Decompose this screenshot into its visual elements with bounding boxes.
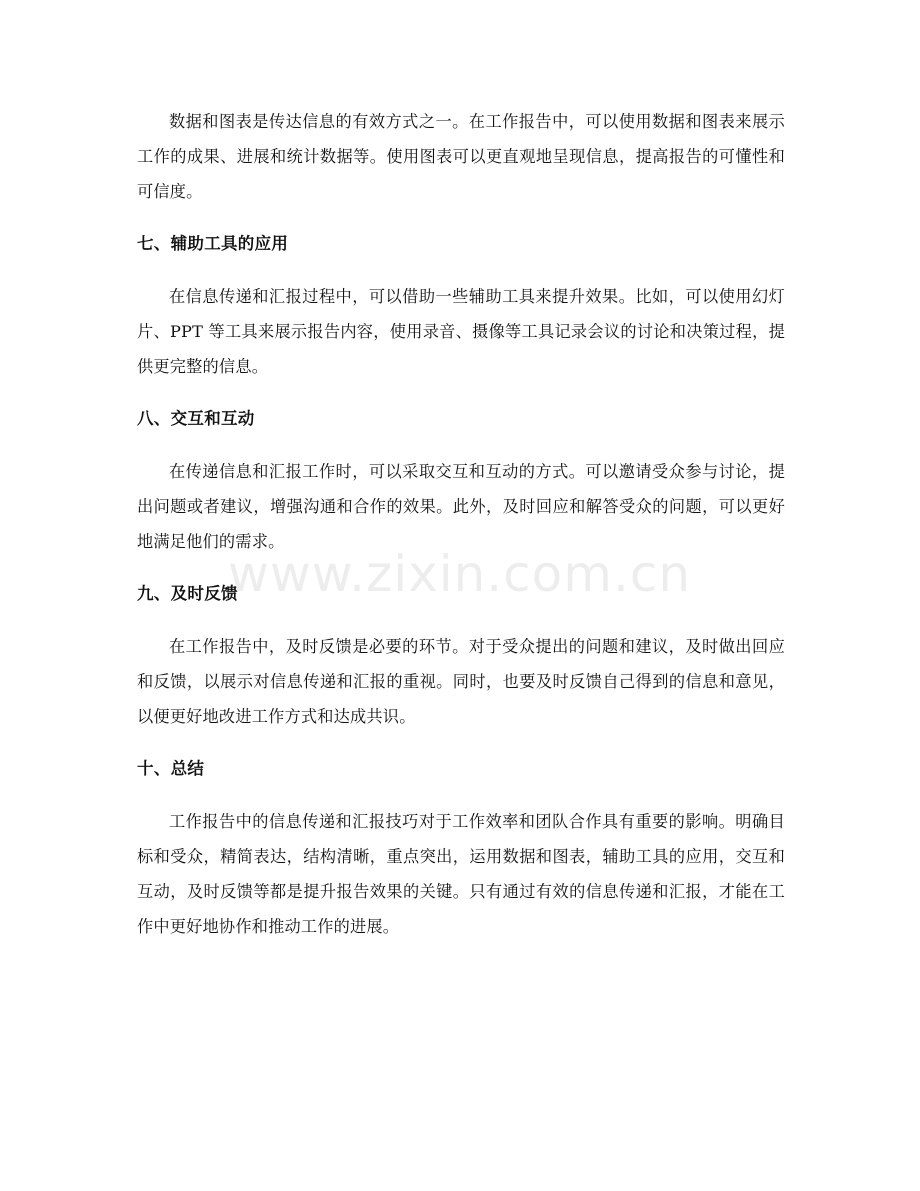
section-paragraph-10: 工作报告中的信息传递和汇报技巧对于工作效率和团队合作具有重要的影响。明确目标和受众，精简表达，结构清晰，重点突出，运用数据和图表，辅助工具的应用，交互和互动，及时反馈等都是提升报告效果的关键。只有通过有效的信息传递和汇报，才能在工作中更好地协作和推动工作的进展。 <box>137 812 785 936</box>
section-paragraph-8: 在传递信息和汇报工作时，可以采取交互和互动的方式。可以邀请受众参与讨论，提出问题或者建议，增强沟通和合作的效果。此外，及时回应和解答受众的问题，可以更好地满足他们的需求。 <box>137 462 785 551</box>
section-heading-8: 八、交互和互动 <box>137 409 255 428</box>
section-heading-7: 七、辅助工具的应用 <box>137 234 289 253</box>
document-body <box>137 104 785 966</box>
section-paragraph-9: 在工作报告中，及时反馈是必要的环节。对于受众提出的问题和建议，及时做出回应和反馈，以展示对信息传递和汇报的重视。同时，也要及时反馈自己得到的信息和意见，以便更好地改进工作方式和达成共识。 <box>137 637 785 726</box>
intro-paragraph: 数据和图表是传达信息的有效方式之一。在工作报告中，可以使用数据和图表来展示工作的成果、进展和统计数据等。使用图表可以更直观地呈现信息，提高报告的可懂性和可信度。 <box>137 112 785 201</box>
section-heading-9: 九、及时反馈 <box>137 584 238 603</box>
watermark-text: www.zixin.com.cn <box>228 545 692 603</box>
section-heading-10: 十、总结 <box>137 759 205 778</box>
section-paragraph-7: 在信息传递和汇报过程中，可以借助一些辅助工具来提升效果。比如，可以使用幻灯片、PPT 等工具来展示报告内容，使用录音、摄像等工具记录会议的讨论和决策过程，提供更完整的信息。 <box>137 287 785 376</box>
